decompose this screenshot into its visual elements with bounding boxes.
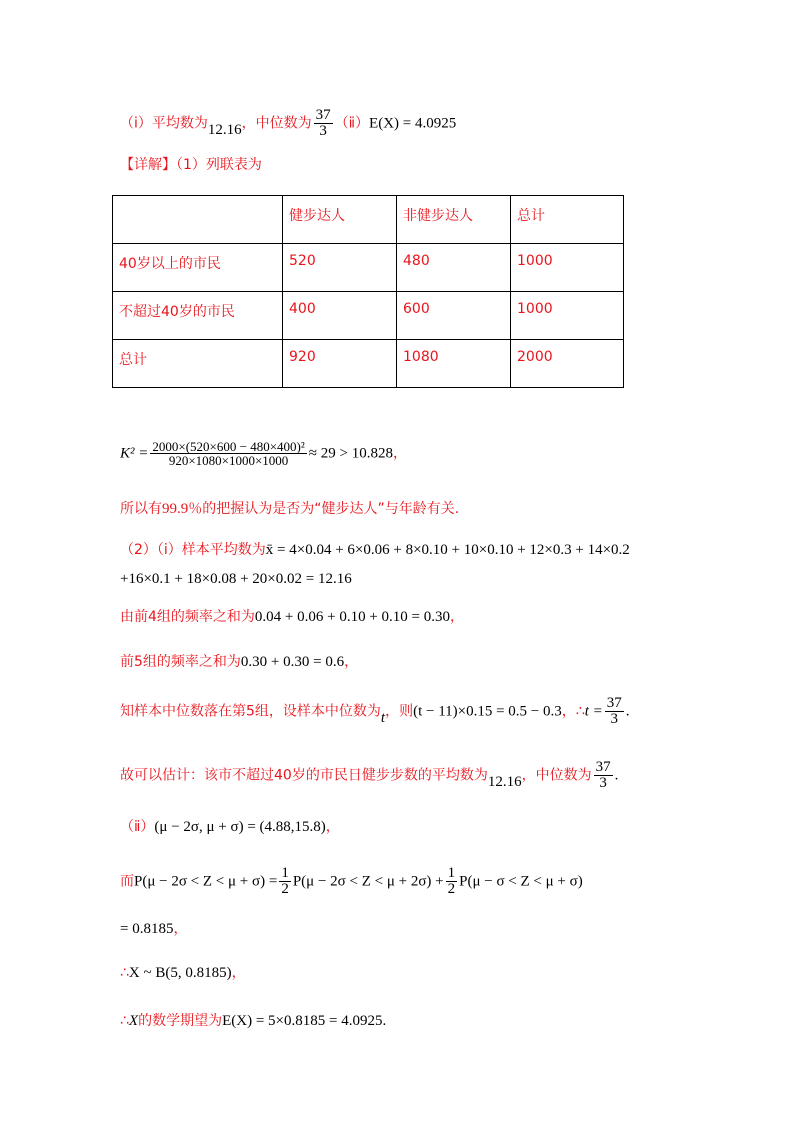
k2-tail: ， — [392, 445, 407, 462]
final-label: 的数学期望为 — [138, 1013, 223, 1029]
table-cell: 1000 — [511, 292, 624, 340]
estimate-mean: 12.16 — [487, 773, 522, 790]
table-cell: 健步达人 — [283, 196, 397, 244]
prob-label: 而 — [120, 873, 134, 890]
answer-mean: 12.16 — [207, 121, 242, 138]
prob-lhs: P(μ − 2σ < Z < μ + σ) = — [134, 873, 278, 890]
table-header-row — [113, 196, 624, 244]
prob-term1: P(μ − 2σ < Z < μ + 2σ) + — [292, 873, 444, 890]
table-cell: 920 — [283, 340, 397, 388]
table-cell: 1080 — [397, 340, 511, 388]
table-row — [113, 292, 624, 340]
k2-lhs: K² = — [120, 445, 149, 462]
part2-mean-line1 — [120, 543, 630, 558]
estimate-mid: ，中位数为 — [521, 767, 592, 784]
table-cell: 不超过40岁的市民 — [113, 292, 283, 340]
first4-line — [120, 610, 464, 625]
median-fraction: $\frac{37}{3}$ — [606, 695, 622, 727]
part-ii-expr: (μ − 2σ, μ + σ) = (4.88,15.8) — [154, 819, 326, 835]
median-expr: (t − 11)×0.15 = 0.5 − 0.3 — [413, 703, 562, 720]
table-cell: 40岁以上的市民 — [113, 244, 283, 292]
prob-result-tail: ， — [173, 921, 188, 937]
final-end: . — [382, 1013, 387, 1029]
median-end: . — [625, 703, 630, 720]
part1-label: （1）列联表为 — [176, 157, 262, 173]
first5-expr: 0.30 + 0.30 = 0.6 — [240, 654, 345, 670]
conclusion-1 — [120, 502, 459, 517]
prob-result-line — [120, 922, 187, 937]
part-ii-line — [120, 820, 340, 835]
part2-mean-line2 — [120, 572, 352, 587]
prob-term2: P(μ − σ < Z < μ + σ) — [459, 873, 583, 890]
table-cell: 非健步达人 — [397, 196, 511, 244]
k2-rhs: ≈ 29 > 10.828 — [308, 445, 393, 462]
answer-median-label: ，中位数为 — [241, 115, 312, 132]
part2-label: （2）（ⅰ）样本平均数为 — [120, 542, 266, 558]
final-line — [120, 1014, 386, 1029]
prob-line — [120, 866, 583, 897]
prob-half-2: $\frac{1}{2}$ — [447, 865, 456, 897]
answer-line — [120, 108, 456, 139]
detail-tag: 【详解】 — [120, 157, 176, 173]
table-cell: 520 — [283, 244, 397, 292]
part-ii-tail: ， — [325, 819, 340, 835]
median-t-eq: t = — [584, 703, 603, 720]
part2-expr2: +16×0.1 + 18×0.08 + 20×0.02 = 12.16 — [120, 571, 352, 587]
first4-expr: 0.04 + 0.06 + 0.10 + 0.10 = 0.30 — [254, 609, 451, 625]
median-mid: ，则 — [385, 703, 414, 720]
first4-label: 由前4组的频率之和为 — [120, 609, 255, 625]
dist-line — [120, 966, 246, 981]
median-label: 知样本中位数落在第5组，设样本中位数为 — [120, 703, 381, 720]
detail-heading — [120, 158, 262, 172]
estimate-end: . — [614, 767, 619, 784]
table-cell: 总计 — [511, 196, 624, 244]
answer-median-fraction: $\frac{37}{3}$ — [315, 107, 331, 139]
prob-half-1: $\frac{1}{2}$ — [281, 865, 289, 897]
conclusion-post: ％的把握认为是否为“健步达人”与年龄有关. — [188, 501, 460, 517]
conclusion-pre: 所以有 — [120, 501, 162, 517]
dist-tail: ， — [231, 965, 246, 981]
part-ii-label: （ⅱ） — [120, 819, 155, 835]
first5-label: 前5组的频率之和为 — [120, 654, 241, 670]
final-expr: E(X) = 5×0.8185 = 4.0925 — [222, 1013, 383, 1029]
conclusion-percent: 99.9 — [162, 501, 189, 517]
answer-expectation: E(X) = 4.0925 — [369, 115, 457, 132]
table-cell: 总计 — [113, 340, 283, 388]
first5-line — [120, 655, 358, 670]
therefore-symbol: ，∴ — [561, 703, 585, 720]
table-cell: 480 — [397, 244, 511, 292]
estimate-label: 故可以估计：该市不超过40岁的市民日健步步数的平均数为 — [120, 767, 488, 784]
k2-formula — [120, 440, 407, 467]
answer-ii-label: （ⅱ） — [334, 115, 370, 132]
table-row — [113, 244, 624, 292]
therefore-symbol: ∴ — [120, 965, 129, 981]
dist-expr: X ~ B(5, 0.8185) — [128, 965, 232, 981]
estimate-fraction: $\frac{37}{3}$ — [595, 759, 611, 791]
table-row — [113, 340, 624, 388]
table-cell: 400 — [283, 292, 397, 340]
median-var: t — [380, 709, 386, 726]
therefore-symbol: ∴ — [120, 1013, 129, 1029]
table-cell: 2000 — [511, 340, 624, 388]
median-line — [120, 696, 630, 727]
table-cell: 1000 — [511, 244, 624, 292]
estimate-line — [120, 760, 618, 791]
part2-expr1: x̄ = 4×0.04 + 6×0.06 + 8×0.10 + 10×0.10 + 12×0.3 + 14×0.2 — [265, 542, 630, 558]
contingency-table — [112, 195, 624, 388]
prob-result-expr: = 0.8185 — [120, 921, 174, 937]
final-var: X — [128, 1013, 139, 1029]
first5-tail: ， — [344, 654, 359, 670]
table-cell: 600 — [397, 292, 511, 340]
table-cell — [113, 196, 283, 244]
answer-i-label: （ⅰ）平均数为 — [120, 115, 208, 132]
k2-fraction: $\frac{\text{2000×(520×600 − 480×400)²}}{920\times 1080\times 1000\times 1000}$ — [152, 439, 305, 468]
first4-tail: ， — [450, 609, 465, 625]
